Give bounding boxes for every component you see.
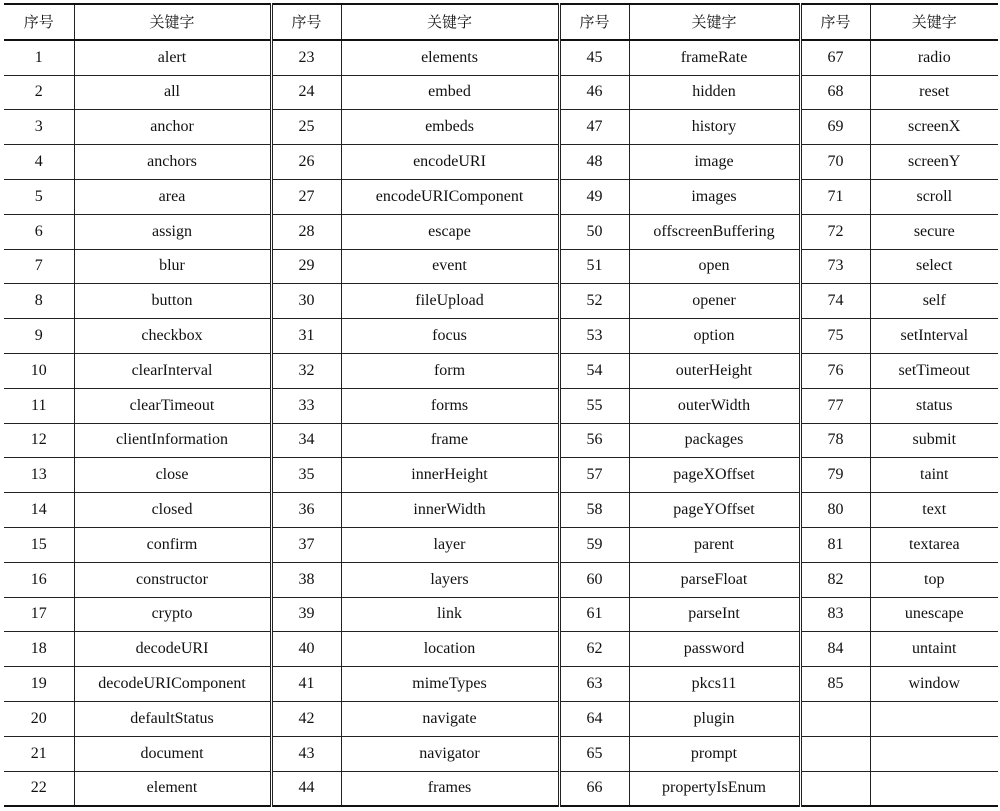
keyword-cell: constructor [74, 562, 271, 597]
row-number-cell: 22 [4, 771, 74, 806]
table-row [4, 771, 998, 806]
keyword-cell: alert [74, 40, 271, 75]
row-number-cell: 41 [271, 667, 341, 702]
keyword-cell: opener [629, 284, 800, 319]
keyword-cell: link [341, 597, 559, 632]
row-number-cell: 56 [559, 423, 629, 458]
num-header: 序号 [4, 4, 74, 40]
row-number-cell: 20 [4, 701, 74, 736]
keyword-cell: frameRate [629, 40, 800, 75]
row-number-cell: 42 [271, 701, 341, 736]
keyword-cell: area [74, 179, 271, 214]
keyword-cell: outerWidth [629, 388, 800, 423]
table-row [4, 319, 998, 354]
num-header: 序号 [800, 4, 870, 40]
keyword-cell: mimeTypes [341, 667, 559, 702]
row-number-cell: 12 [4, 423, 74, 458]
keyword-cell: secure [870, 214, 998, 249]
keyword-cell: untaint [870, 632, 998, 667]
keyword-cell: button [74, 284, 271, 319]
row-number-cell: 35 [271, 458, 341, 493]
row-number-cell: 4 [4, 145, 74, 180]
keyword-cell: pageXOffset [629, 458, 800, 493]
keyword-cell: escape [341, 214, 559, 249]
row-number-cell: 44 [271, 771, 341, 806]
table-body [4, 40, 998, 807]
row-number-cell: 33 [271, 388, 341, 423]
keyword-table [4, 3, 998, 807]
keyword-cell: option [629, 319, 800, 354]
keyword-cell: innerWidth [341, 493, 559, 528]
table-row [4, 249, 998, 284]
row-number-cell: 71 [800, 179, 870, 214]
row-number-cell: 1 [4, 40, 74, 75]
keyword-cell: navigator [341, 736, 559, 771]
row-number-cell: 82 [800, 562, 870, 597]
row-number-cell: 19 [4, 667, 74, 702]
row-number-cell: 64 [559, 701, 629, 736]
row-number-cell: 84 [800, 632, 870, 667]
keyword-cell: anchors [74, 145, 271, 180]
keyword-cell: packages [629, 423, 800, 458]
keyword-cell: hidden [629, 75, 800, 110]
row-number-cell: 26 [271, 145, 341, 180]
row-number-cell: 13 [4, 458, 74, 493]
row-number-cell: 23 [271, 40, 341, 75]
row-number-cell: 58 [559, 493, 629, 528]
table-row [4, 40, 998, 75]
keyword-cell: select [870, 249, 998, 284]
header-row [4, 4, 998, 40]
keyword-cell: status [870, 388, 998, 423]
row-number-cell: 45 [559, 40, 629, 75]
row-number-cell: 85 [800, 667, 870, 702]
row-number-cell: 63 [559, 667, 629, 702]
keyword-cell: password [629, 632, 800, 667]
keyword-cell: reset [870, 75, 998, 110]
keyword-cell: fileUpload [341, 284, 559, 319]
keyword-cell: embed [341, 75, 559, 110]
keyword-cell: anchor [74, 110, 271, 145]
keyword-header: 关键字 [74, 4, 271, 40]
keyword-cell: self [870, 284, 998, 319]
row-number-cell: 31 [271, 319, 341, 354]
row-number-cell: 69 [800, 110, 870, 145]
row-number-cell: 15 [4, 527, 74, 562]
row-number-cell: 8 [4, 284, 74, 319]
keyword-cell: form [341, 353, 559, 388]
keyword-cell: close [74, 458, 271, 493]
row-number-cell: 47 [559, 110, 629, 145]
row-number-cell: 37 [271, 527, 341, 562]
keyword-cell: clearInterval [74, 353, 271, 388]
row-number-cell: 36 [271, 493, 341, 528]
table-row [4, 562, 998, 597]
keyword-cell [870, 736, 998, 771]
keyword-cell: innerHeight [341, 458, 559, 493]
keyword-cell: image [629, 145, 800, 180]
keyword-cell: defaultStatus [74, 701, 271, 736]
row-number-cell: 72 [800, 214, 870, 249]
row-number-cell [800, 736, 870, 771]
keyword-cell: radio [870, 40, 998, 75]
row-number-cell: 27 [271, 179, 341, 214]
keyword-cell: parent [629, 527, 800, 562]
row-number-cell: 48 [559, 145, 629, 180]
keyword-cell: blur [74, 249, 271, 284]
keyword-cell: parseInt [629, 597, 800, 632]
row-number-cell: 7 [4, 249, 74, 284]
keyword-cell: setInterval [870, 319, 998, 354]
keyword-cell: embeds [341, 110, 559, 145]
keyword-cell: scroll [870, 179, 998, 214]
table-row [4, 701, 998, 736]
row-number-cell: 68 [800, 75, 870, 110]
keyword-cell: frames [341, 771, 559, 806]
row-number-cell: 53 [559, 319, 629, 354]
row-number-cell: 43 [271, 736, 341, 771]
row-number-cell [800, 771, 870, 806]
keyword-cell: crypto [74, 597, 271, 632]
row-number-cell: 30 [271, 284, 341, 319]
row-number-cell: 24 [271, 75, 341, 110]
table-row [4, 353, 998, 388]
row-number-cell: 18 [4, 632, 74, 667]
row-number-cell: 77 [800, 388, 870, 423]
table-row [4, 667, 998, 702]
table-row [4, 284, 998, 319]
row-number-cell [800, 701, 870, 736]
row-number-cell: 49 [559, 179, 629, 214]
row-number-cell: 75 [800, 319, 870, 354]
num-header: 序号 [271, 4, 341, 40]
row-number-cell: 10 [4, 353, 74, 388]
row-number-cell: 62 [559, 632, 629, 667]
keyword-cell: offscreenBuffering [629, 214, 800, 249]
row-number-cell: 67 [800, 40, 870, 75]
keyword-cell: assign [74, 214, 271, 249]
keyword-cell: screenX [870, 110, 998, 145]
row-number-cell: 50 [559, 214, 629, 249]
keyword-cell: text [870, 493, 998, 528]
table-row [4, 179, 998, 214]
keyword-cell: encodeURIComponent [341, 179, 559, 214]
row-number-cell: 16 [4, 562, 74, 597]
row-number-cell: 9 [4, 319, 74, 354]
keyword-cell: layers [341, 562, 559, 597]
row-number-cell: 57 [559, 458, 629, 493]
keyword-cell: history [629, 110, 800, 145]
row-number-cell: 6 [4, 214, 74, 249]
row-number-cell: 17 [4, 597, 74, 632]
table-row [4, 736, 998, 771]
keyword-cell: document [74, 736, 271, 771]
keyword-cell: checkbox [74, 319, 271, 354]
table-row [4, 527, 998, 562]
row-number-cell: 3 [4, 110, 74, 145]
row-number-cell: 11 [4, 388, 74, 423]
row-number-cell: 54 [559, 353, 629, 388]
table-row [4, 597, 998, 632]
row-number-cell: 21 [4, 736, 74, 771]
row-number-cell: 79 [800, 458, 870, 493]
keyword-cell: element [74, 771, 271, 806]
table-row [4, 145, 998, 180]
keyword-cell: frame [341, 423, 559, 458]
table-row [4, 75, 998, 110]
row-number-cell: 14 [4, 493, 74, 528]
table-row [4, 458, 998, 493]
keyword-cell: prompt [629, 736, 800, 771]
keyword-cell: top [870, 562, 998, 597]
keyword-cell: elements [341, 40, 559, 75]
keyword-cell: screenY [870, 145, 998, 180]
keyword-header: 关键字 [870, 4, 998, 40]
keyword-cell: submit [870, 423, 998, 458]
keyword-cell: forms [341, 388, 559, 423]
keyword-cell: propertyIsEnum [629, 771, 800, 806]
keyword-cell: images [629, 179, 800, 214]
row-number-cell: 5 [4, 179, 74, 214]
row-number-cell: 28 [271, 214, 341, 249]
row-number-cell: 65 [559, 736, 629, 771]
keyword-cell: plugin [629, 701, 800, 736]
row-number-cell: 46 [559, 75, 629, 110]
keyword-cell: taint [870, 458, 998, 493]
table-row [4, 423, 998, 458]
row-number-cell: 39 [271, 597, 341, 632]
keyword-cell: all [74, 75, 271, 110]
keyword-cell [870, 701, 998, 736]
table-row [4, 632, 998, 667]
table-row [4, 493, 998, 528]
keyword-cell: window [870, 667, 998, 702]
keyword-cell: open [629, 249, 800, 284]
keyword-cell: clearTimeout [74, 388, 271, 423]
row-number-cell: 60 [559, 562, 629, 597]
keyword-cell: layer [341, 527, 559, 562]
row-number-cell: 66 [559, 771, 629, 806]
row-number-cell: 80 [800, 493, 870, 528]
row-number-cell: 70 [800, 145, 870, 180]
keyword-cell: navigate [341, 701, 559, 736]
keyword-cell: parseFloat [629, 562, 800, 597]
row-number-cell: 81 [800, 527, 870, 562]
row-number-cell: 38 [271, 562, 341, 597]
keyword-header: 关键字 [629, 4, 800, 40]
keyword-header: 关键字 [341, 4, 559, 40]
keyword-cell: decodeURIComponent [74, 667, 271, 702]
row-number-cell: 34 [271, 423, 341, 458]
keyword-cell: closed [74, 493, 271, 528]
keyword-cell: decodeURI [74, 632, 271, 667]
row-number-cell: 61 [559, 597, 629, 632]
keyword-cell: clientInformation [74, 423, 271, 458]
table-row [4, 388, 998, 423]
row-number-cell: 76 [800, 353, 870, 388]
keyword-cell: encodeURI [341, 145, 559, 180]
keyword-cell: focus [341, 319, 559, 354]
row-number-cell: 32 [271, 353, 341, 388]
num-header: 序号 [559, 4, 629, 40]
row-number-cell: 59 [559, 527, 629, 562]
row-number-cell: 25 [271, 110, 341, 145]
keyword-cell: setTimeout [870, 353, 998, 388]
row-number-cell: 55 [559, 388, 629, 423]
row-number-cell: 51 [559, 249, 629, 284]
row-number-cell: 52 [559, 284, 629, 319]
keyword-cell: location [341, 632, 559, 667]
keyword-cell: unescape [870, 597, 998, 632]
table-row [4, 110, 998, 145]
keyword-cell: textarea [870, 527, 998, 562]
row-number-cell: 73 [800, 249, 870, 284]
row-number-cell: 83 [800, 597, 870, 632]
keyword-cell: pageYOffset [629, 493, 800, 528]
keyword-cell: event [341, 249, 559, 284]
row-number-cell: 29 [271, 249, 341, 284]
table-row [4, 214, 998, 249]
keyword-cell [870, 771, 998, 806]
keyword-cell: confirm [74, 527, 271, 562]
row-number-cell: 78 [800, 423, 870, 458]
keyword-cell: pkcs11 [629, 667, 800, 702]
row-number-cell: 40 [271, 632, 341, 667]
row-number-cell: 2 [4, 75, 74, 110]
row-number-cell: 74 [800, 284, 870, 319]
keyword-cell: outerHeight [629, 353, 800, 388]
